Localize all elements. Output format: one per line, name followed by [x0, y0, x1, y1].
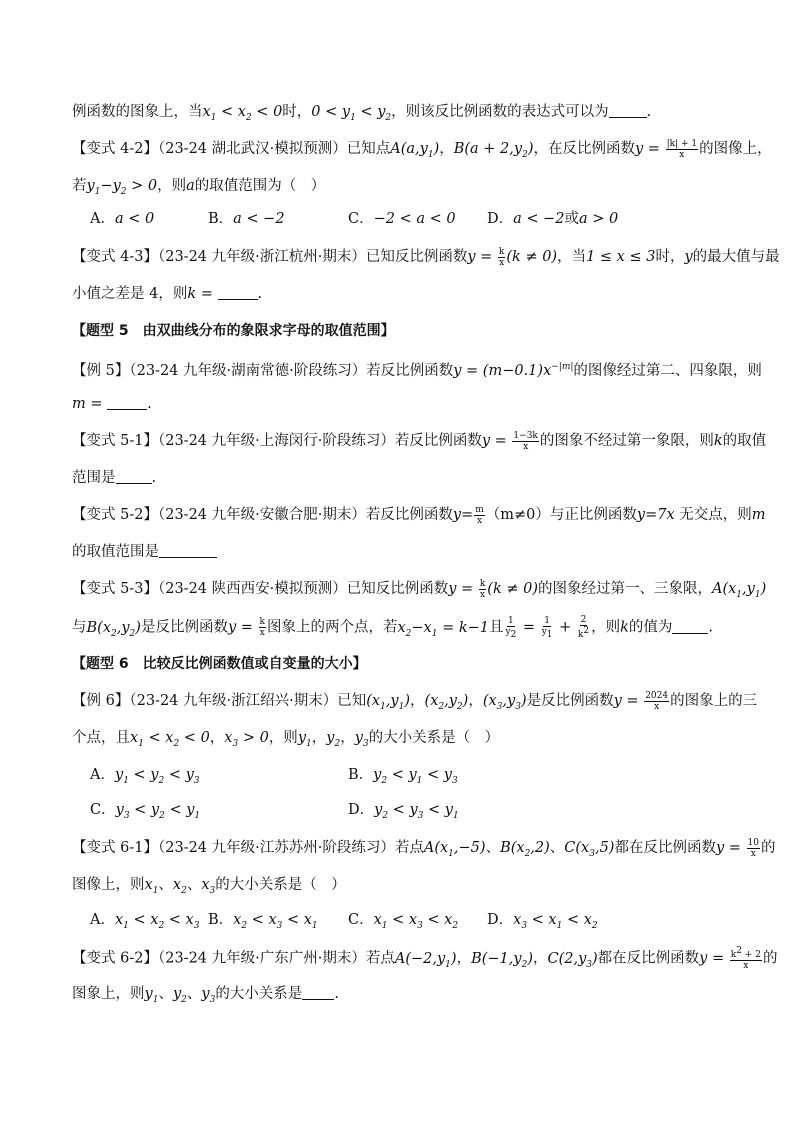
variant-6-2-line1: 【变式 6-2】（23-24 九年级·广东广州·期末）若点$A(-2,y_1)$，$B(-1,y_2)$，$C(2,y_3)$都在反比例函数y = $\frac{k^2 + 2}{x}$ 的	[72, 946, 778, 971]
option-a[interactable]: A．$y_1 < y_2 < y_3$	[90, 767, 200, 786]
answer-blank[interactable]	[609, 103, 647, 118]
variant-4-2-line1: 【变式 4-2】（23-24 湖北武汉·模拟预测）已知点$A(a,y_1)$，$B(a + 2,y_2)$，在反比例函数y = $\frac{|k| + 1}{x}$ 的图像上，	[72, 138, 772, 160]
option-b[interactable]: B．a < −2	[208, 211, 285, 227]
option-d[interactable]: D．$y_2 < y_3 < y_1$	[348, 802, 459, 821]
example-5-line1: 【例 5】（23-24 九年级·湖南常德·阶段练习）若反比例函数$y = (m-0.1)x^{-|m|}$的图像经过第二、四象限，则	[72, 362, 762, 379]
intro-line: 例函数的图象上，当$x_1 < x_2 < 0$时，$0 < y_1 < y_2$，则该反比例函数的表达式可以为 .	[72, 104, 652, 123]
answer-blank[interactable]	[218, 285, 258, 300]
variant-4-2-line2: 若$y_1-y_2 > 0$，则a的取值范围为（ ）	[72, 178, 326, 197]
variant-5-1-line2: 范围是 .	[72, 470, 157, 486]
answer-blank[interactable]	[159, 543, 217, 558]
variant-5-3-line1: 【变式 5-3】（23-24 陕西西安·模拟预测）已知反比例函数y = $\frac{k}{x}$ (k ≠ 0)的图象经过第一、三象限，$A(x_1,y_1)$	[72, 578, 767, 600]
variant-6-1-line1: 【变式 6-1】（23-24 九年级·江苏苏州·阶段练习）若点$A(x_1,-5)$、$B(x_2,2)$、$C(x_3,5)$都在反比例函数y = $\frac{10}{x}$ 的	[72, 837, 776, 859]
variant-5-1-line1: 【变式 5-1】（23-24 九年级·上海闵行·阶段练习）若反比例函数y = $\frac{1-3k}{x}$ 的图象不经过第一象限，则k的取值	[72, 430, 767, 452]
variant-5-2-line1: 【变式 5-2】（23-24 九年级·安徽合肥·期末）若反比例函数y= $\frac{m}{x}$ （m≠0）与正比例函数y=7x 无交点，则m	[72, 504, 766, 526]
example-6-line1: 【例 6】（23-24 九年级·浙江绍兴·期末）已知$(x_1,y_1)$，$(x_2,y_2)$，$(x_3,y_3)$是反比例函数y = $\frac{2024}{x}$ 的图象上的三	[72, 690, 758, 712]
section-heading-5: 【题型 5 由双曲线分布的象限求字母的取值范围】	[72, 323, 395, 339]
option-d[interactable]: D．a < −2或a > 0	[487, 211, 619, 227]
option-c[interactable]: C．$x_1 < x_3 < x_2$	[348, 912, 459, 931]
variant-5-3-line2: 与$B(x_2,y_2)$是反比例函数y = $\frac{k}{x}$ 图象上的两个点，若$x_2-x_1 = k-1$且 $\frac{1}{y_2}$ = $\frac{1}{y_1}$ + $\frac{2}{k^2}$ ，则k的值为 .	[72, 615, 714, 640]
option-c[interactable]: C．$y_3 < y_2 < y_1$	[90, 802, 201, 821]
example-5-line2: m = .	[72, 396, 152, 412]
example-6-line2: 个点，且$x_1 < x_2 < 0$，$x_3 > 0$，则$y_1$，$y_2$，$y_3$的大小关系是（ ）	[72, 730, 500, 749]
variant-4-3-line1: 【变式 4-3】（23-24 九年级·浙江杭州·期末）已知反比例函数y = $\frac{k}{x}$ (k ≠ 0)，当1 ≤ x ≤ 3时，y的最大值与最	[72, 246, 780, 268]
option-b[interactable]: B．$y_2 < y_1 < y_3$	[348, 767, 458, 786]
option-c[interactable]: C．−2 < a < 0	[348, 211, 456, 227]
option-a[interactable]: A．a < 0	[90, 211, 155, 227]
answer-blank[interactable]	[107, 395, 147, 410]
option-d[interactable]: D．$x_3 < x_1 < x_2$	[487, 912, 598, 931]
variant-6-2-line2: 图象上，则$y_1$、$y_2$、$y_3$的大小关系是 .	[72, 986, 339, 1005]
variant-6-1-line2: 图像上，则$x_1$、$x_2$、$x_3$的大小关系是（ ）	[72, 877, 346, 896]
answer-blank[interactable]	[116, 469, 152, 484]
answer-blank[interactable]	[302, 985, 334, 1000]
variant-5-2-line2: 的取值范围是	[72, 541, 734, 563]
option-b[interactable]: B．$x_2 < x_3 < x_1$	[208, 912, 318, 931]
section-heading-6: 【题型 6 比较反比例函数值或自变量的大小】	[72, 656, 367, 672]
variant-4-3-line2: 小值之差是 4，则k = .	[72, 286, 263, 302]
option-a[interactable]: A．$x_1 < x_2 < x_3$	[90, 912, 200, 931]
answer-blank[interactable]	[672, 619, 708, 634]
